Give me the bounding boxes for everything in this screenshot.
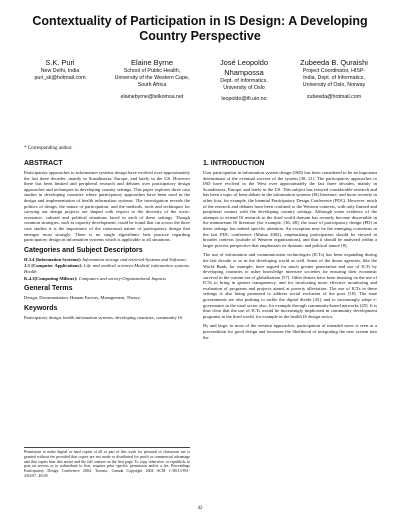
keywords-heading: Keywords — [24, 304, 58, 312]
author-affiliation-line: Dept. of Informatics, — [220, 78, 268, 84]
introduction-heading: 1. INTRODUCTION — [203, 160, 265, 167]
author-affiliation-line: South Africa — [137, 82, 167, 89]
author-name: Zubeeda B. Quraishi — [300, 58, 368, 67]
abstract-heading: ABSTRACT — [24, 160, 63, 167]
category-entry — [24, 257, 190, 263]
author-affiliation-line: India, Dept. of Informatics, — [303, 75, 365, 82]
category-text: Computers and society-Organizational Impacts — [78, 275, 166, 281]
author-name: S.K. Puri — [45, 58, 75, 67]
category-code: K.4.3[Computing Milieux]: — [24, 275, 78, 281]
category-code: H.3.4 [Information Systems]: — [24, 256, 82, 262]
author-name: José Leopoldo Nhampossa — [219, 58, 269, 77]
author-email: leopoldo@ifi.uio.no — [221, 96, 267, 103]
category-code: J.3 [Computer Applications]: — [24, 263, 83, 269]
author-affiliation-line: New Delhi, India — [40, 68, 80, 74]
author-block — [20, 58, 380, 104]
author-3 — [204, 58, 284, 104]
author-affiliation-line: Project Coordinator, HISP- — [302, 68, 366, 74]
author-4 — [288, 58, 380, 104]
corresponding-author-note: * Corresponding author. — [24, 146, 73, 151]
intro-paragraph: By and large, in most of the western approaches, participation of intended users is seen as a precondition for good design and increases the likelihood of integrating the new system into the — [203, 323, 377, 340]
intro-paragraph: User participation in information system design (ISD) has been considered to be an important determinant of the eventual success of the system [38, 21]. The participatory approaches to ISD have evolved in the West over approximately the last three decades, mainly in Scandinavia, Europe, and lately in the US. This subject has evinced considerable research and has been a topic of keen debate in the information systems (IS) literature, and more recently in other fora, for example, the biennial Participatory Design Conference (PDC). However, much of the research and debates have been confined to the Western contexts, with only limited and peripheral contact with the developing country settings. Although some evidence of the attempts to extend IS research to the third world domain has recently become discernible in the mainstream IS literature (for example, [36, 48], the issue of participatory design (PD) in these settings has indeed specific attention. An exception may be the emerging consensus in the last PDC conference (Mutua 2002), emphasizing participation should be viewed in broader contexts (outside of Western organizations), and that it should be analyzed within a larger process perspective that emphasizes its dynamic and political nature [8]. — [203, 170, 377, 248]
category-text: Life and medical sciences-Medical information systems; Health — [24, 263, 190, 274]
author-name: Elaine Byrne — [131, 58, 173, 67]
author-email: zubeeda@hotmail.com — [306, 93, 362, 100]
general-terms-heading: General Terms — [24, 285, 73, 293]
author-affiliation-line: University of Oslo — [223, 85, 265, 92]
permission-notice: Permission to make digital or hard copies of all or part of this work for personal or classroom use is granted without fee provided that copies are not made or distributed for profit or commercial advantage and that copies bear this notice and the full citation on the first page. To copy otherwise, or republish, to post on servers or to redistribute to lists, requires prior specific permission and/or a fee. Proceedings Participatory Design Conference 2004, Toronto, Canada Copyright 2004 ACM 1-58113-851-2/04/07...$5.00 — [24, 447, 190, 479]
author-1 — [20, 58, 100, 104]
keywords: Participatory design, health information systems, developing countries, community IS. — [24, 314, 184, 320]
left-column — [24, 160, 190, 444]
abstract-text: Participatory approaches to information systems design have evolved over approximately the last three decades, mainly in Scandinavia, Europe, and lately in the US. However there has been limited and peripheral research and debates over participatory design approaches and techniques in developing country settings. This paper explores three case studies in developing countries where participatory approaches have been used in the design and implementation of health information systems. The investigation reveals the politics of design, the nature of participation, and the methods, tools and techniques for carrying out design projects are shaped with respect to the diversity of the socio-economic, cultural and political situations faced in each of these settings. Though common strategies, such as capacity development, could be found that cut across the three case studies it is the importance of the contextual nature of participatory design that emerges most strongly. There is no single algorithmic best practice regarding participatory design in information systems which is applicable to all situations. — [24, 170, 190, 243]
intro-paragraph: The use of information and communication technologies (ICTs) has been expanding during the last decade or so in the developing world as well. Some of the donor agencies, like the World Bank, for example, have argued for much greater penetration and use of ICTs by developing countries to usher knowledge intensive societies for ensuring their economic survival in the current era of globalization [57]. Other donors have been insisting on the use of ICTs to bring in greater transparency, and for inculcating more effective monitoring and evaluation of programs and projects aimed at poverty alleviation. The use of ICTs in these settings is also being promoted to address social exclusion of the poor [18]. The state governments are also pushing to tackle the digital divide [43], and to increasingly adopt e-governance in the rural sector also, for example through community-based networks [45]. It is thus clear that the use of ICTs would be increasingly implicated in community development programs in the third world, for example in the health IS design sector. — [203, 252, 377, 319]
category-entry — [24, 276, 190, 282]
author-email: elainebyrne@telkomsa.net — [120, 93, 184, 100]
page-number: 42 — [197, 506, 203, 511]
author-affiliation-line: University of the Western Cape, — [114, 75, 190, 82]
categories-heading: Categories and Subject Descriptors — [24, 246, 143, 254]
right-column — [203, 160, 377, 504]
category-text: Information storage and retrieval-Systems and Software; — [82, 256, 187, 262]
paper-title: Contextuality of Participation in IS Design: A Developing Country Perspective — [32, 14, 368, 43]
general-terms: Design, Documentation, Human Factors, Management, Theory. — [24, 295, 141, 301]
author-affiliation-line: University of Oslo, Norway — [302, 82, 366, 89]
author-2 — [104, 58, 200, 104]
author-email: puri_sk@hotmail.com — [34, 75, 86, 82]
category-entry — [24, 263, 190, 274]
author-affiliation-line: School of Public Health, — [123, 68, 181, 74]
